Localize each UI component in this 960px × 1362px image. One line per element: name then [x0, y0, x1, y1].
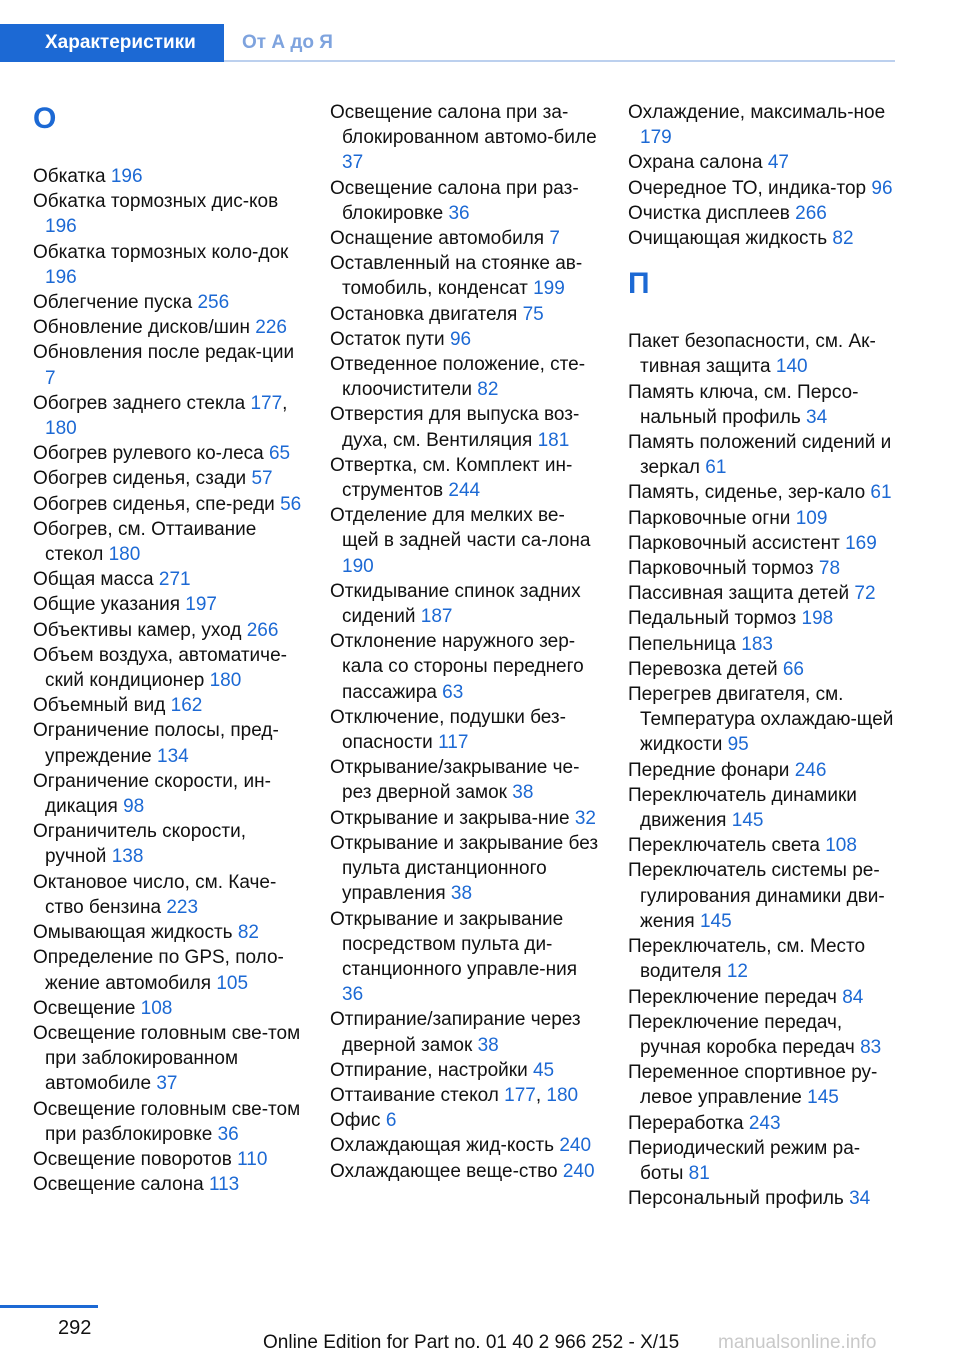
page-reference-link[interactable]: 36	[217, 1123, 239, 1145]
index-entry	[628, 758, 898, 783]
index-entry-term: Память, сиденье, зер-кало	[628, 482, 866, 504]
index-entry-term: Переключатель динамики движения	[628, 784, 857, 832]
index-entry-term: Парковочные огни	[628, 507, 791, 529]
page-reference-link[interactable]: 177	[504, 1084, 536, 1106]
page-reference-link[interactable]: 36	[342, 984, 364, 1006]
index-entry-term: Обновления после редак-ции	[33, 342, 295, 364]
tab-divider-line	[224, 60, 895, 62]
index-entry	[628, 480, 898, 505]
watermark-text: manualsonline.info	[718, 1332, 877, 1353]
index-entry	[330, 831, 600, 907]
page-reference-link[interactable]: 38	[450, 883, 473, 905]
index-entry	[330, 806, 600, 831]
index-entry-term: Освещение салона при за-блокированном автомо-биле	[330, 102, 597, 149]
index-entry-term: Отпирание, настройки	[330, 1059, 528, 1081]
page-reference-link[interactable]: 256	[197, 292, 230, 314]
index-entry-term: Ограничитель скорости, ручной	[33, 821, 246, 868]
index-entry-term: Освещение салона	[33, 1174, 204, 1196]
page-reference-link[interactable]: 196	[110, 166, 143, 187]
index-entry-term: Оттаивание стекол	[330, 1084, 499, 1106]
index-entry	[33, 340, 303, 390]
index-entry-term: Переключение передач, ручная коробка передач	[628, 1011, 855, 1058]
index-entry-term: Омывающая жидкость	[33, 922, 233, 944]
index-entry	[330, 705, 600, 755]
index-column-2	[330, 100, 600, 1184]
index-entry-term: Перевозка детей	[628, 658, 778, 680]
page-reference-link[interactable]: 244	[448, 480, 481, 502]
index-entry-term: Обкатка	[33, 166, 106, 187]
index-entry-term: Обновление дисков/шин	[33, 317, 250, 339]
page-reference-link[interactable]: 183	[741, 633, 773, 655]
page-reference-link[interactable]: 271	[158, 569, 191, 591]
index-entry	[330, 453, 600, 503]
index-entry-term: Освещение поворотов	[33, 1148, 232, 1170]
index-entry-term: Ограничение скорости, ин-дикация	[33, 770, 271, 818]
index-entry	[33, 592, 303, 617]
index-entry-term: Отделение для мелких ве-щей в задней части са-лона	[330, 505, 591, 552]
index-entry	[33, 945, 303, 995]
index-entry	[33, 996, 303, 1021]
page-reference-link[interactable]: 83	[860, 1036, 882, 1058]
edition-note: Online Edition for Part no. 01 40 2 966 252 - X/15	[263, 1332, 680, 1353]
page-reference-link[interactable]: 105	[216, 972, 249, 994]
page-reference-link[interactable]: 240	[559, 1135, 592, 1157]
index-entry-term: Отвертка, см. Комплект ин-струментов	[330, 454, 573, 502]
page-reference-link[interactable]: 82	[237, 922, 259, 944]
index-entry	[330, 1083, 600, 1108]
index-entry	[628, 226, 898, 251]
index-entry	[628, 150, 898, 175]
index-entry-term: Отверстия для выпуска воз-духа, см. Вентиляция	[330, 404, 580, 451]
index-entry	[33, 567, 303, 592]
page-reference-link[interactable]: 12	[726, 961, 748, 983]
page-reference-link[interactable]: 82	[477, 379, 499, 401]
index-entry-term: Объем воздуха, автоматиче-ский кондиционер	[33, 644, 287, 692]
page-reference-link[interactable]: 223	[166, 896, 199, 918]
page-reference-link[interactable]: 57	[251, 468, 273, 490]
index-entry-term: Обогрев рулевого ко-леса	[33, 443, 264, 465]
index-entry-term: Охлаждение, максималь-ное	[628, 102, 886, 123]
index-entry-term: Обогрев сиденья, спе-реди	[33, 493, 275, 515]
index-entry	[628, 1060, 898, 1110]
page-reference-link[interactable]: 61	[705, 457, 727, 479]
page-reference-link[interactable]: 7	[45, 367, 56, 389]
index-entry-term: Пепельница	[628, 633, 736, 655]
index-entry-term: Отключение, подушки без-опасности	[330, 706, 566, 754]
index-entry-term: Охрана салона	[628, 152, 763, 174]
page-reference-link[interactable]: 266	[246, 619, 279, 641]
page-reference-link[interactable]: 113	[208, 1174, 240, 1196]
index-entry-term: Обогрев сиденья, сзади	[33, 468, 247, 490]
index-entry-term: Определение по GPS, поло-жение автомобиля	[33, 947, 284, 994]
page-reference-link[interactable]: 36	[448, 202, 470, 224]
index-entry-term: Общая масса	[33, 569, 154, 591]
index-entry	[33, 819, 303, 869]
index-entry	[33, 164, 303, 189]
index-entry-term: Обкатка тормозных коло-док	[33, 241, 289, 263]
index-entry-term: Освещение головным све-том при заблокированном автомобиле	[33, 1022, 301, 1095]
index-entry	[33, 441, 303, 466]
index-entry	[33, 1021, 303, 1097]
page-reference-link[interactable]: 196	[45, 216, 77, 238]
page-reference-link[interactable]: 108	[825, 835, 857, 857]
index-entry	[33, 1147, 303, 1172]
page-reference-link[interactable]: 72	[854, 583, 876, 605]
index-entry-term: Пассивная защита детей	[628, 583, 850, 605]
index-entry-term: Парковочный тормоз	[628, 558, 814, 580]
page-reference-link[interactable]: 56	[280, 493, 302, 515]
page-reference-link[interactable]: 110	[237, 1148, 268, 1170]
index-entry	[33, 466, 303, 491]
index-entry-term: Парковочный ассистент	[628, 532, 840, 554]
index-entry	[33, 920, 303, 945]
page-reference-link[interactable]: 117	[438, 732, 469, 754]
page-reference-link[interactable]: 96	[449, 328, 472, 350]
index-entry	[330, 100, 600, 176]
page-reference-link[interactable]: 66	[782, 658, 804, 680]
page-reference-link[interactable]: 95	[727, 734, 749, 756]
index-entry-term: Отведенное положение, сте-клоочистители	[330, 354, 586, 401]
index-entry-term: Охлаждающее веще-ство	[330, 1160, 558, 1182]
page-reference-link[interactable]: 197	[185, 594, 217, 616]
page-reference-link[interactable]: 169	[845, 532, 877, 554]
index-entry	[628, 657, 898, 682]
index-entry	[628, 430, 898, 480]
index-letter-heading: О	[33, 102, 57, 135]
index-entry-term: Передние фонари	[628, 759, 790, 781]
page-number: 292	[58, 1317, 92, 1339]
index-entry-term: Освещение	[33, 997, 136, 1019]
index-entry	[330, 1108, 600, 1133]
index-entry	[330, 251, 600, 301]
index-entry-term: Откидывание спинок задних сидений	[330, 580, 581, 628]
page-reference-link[interactable]: 145	[731, 810, 764, 832]
index-entry	[628, 329, 898, 379]
index-entry-term: Очередное ТО, индика-тор	[628, 177, 867, 199]
index-entry	[628, 1186, 898, 1211]
page-reference-link[interactable]: 108	[140, 997, 173, 1019]
index-entry	[33, 718, 303, 768]
index-column-1	[33, 100, 303, 1197]
index-entry-term: Охлаждающая жид-кость	[330, 1135, 555, 1157]
index-entry	[33, 492, 303, 517]
index-entry	[33, 189, 303, 239]
index-entry-term: Переключатель системы ре-гулирования динамики дви-жения	[628, 860, 885, 932]
index-entry	[33, 391, 303, 441]
index-entry-term: Переработка	[628, 1112, 744, 1134]
index-entry-term: Открывание/закрывание че-рез дверной замок	[330, 757, 580, 804]
page-reference-link[interactable]: 84	[842, 986, 864, 1008]
index-entry	[33, 693, 303, 718]
page-reference-link[interactable]: 109	[795, 507, 828, 529]
index-entry-term: Открывание и закрывание без пульта дистанционного управления	[330, 832, 599, 905]
index-entry	[33, 290, 303, 315]
index-entry	[628, 934, 898, 984]
index-entry-term: Освещение салона при раз-блокировке	[330, 177, 579, 224]
index-entry-term: Обогрев, см. Оттаивание стекол	[33, 518, 257, 566]
page-reference-link[interactable]: 162	[170, 695, 203, 717]
index-entry-term: Память ключа, см. Персо-нальный профиль	[628, 381, 859, 428]
page-reference-link[interactable]: 78	[818, 558, 841, 580]
page-reference-link[interactable]: 138	[111, 846, 144, 868]
page-reference-link[interactable]: 140	[775, 356, 808, 378]
index-entry	[33, 517, 303, 567]
index-entry	[628, 176, 898, 201]
page-reference-link[interactable]: 45	[532, 1059, 555, 1081]
page-reference-link[interactable]: 75	[522, 303, 544, 325]
index-entry	[33, 1172, 303, 1197]
index-entry-term: Общие указания	[33, 594, 181, 616]
index-entry	[628, 380, 898, 430]
index-entry-term: Персональный профиль	[628, 1188, 844, 1210]
index-entry-term: Офис	[330, 1110, 381, 1132]
page-reference-link[interactable]: 98	[123, 796, 145, 818]
page-separator: ,	[282, 392, 288, 414]
index-entry	[628, 833, 898, 858]
index-entry-term: Ограничение полосы, пред-упреждение	[33, 720, 279, 767]
index-entry-term: Память положений сидений и зеркал	[628, 432, 892, 479]
page-reference-link[interactable]: 196	[45, 266, 77, 288]
page-reference-link[interactable]: 179	[640, 127, 672, 149]
page-reference-link[interactable]: 32	[574, 807, 596, 829]
index-entry-term: Переключатель света	[628, 835, 820, 857]
index-entry	[33, 1097, 303, 1147]
page-reference-link[interactable]: 180	[209, 670, 242, 692]
index-entry-term: Оставленный на стоянке ав-томобиль, конденсат	[330, 253, 583, 300]
index-entry-term: Отклонение наружного зер-кала со стороны переднего пассажира	[330, 631, 584, 703]
page-reference-link[interactable]: 180	[546, 1084, 579, 1106]
index-entry-term: Педальный тормоз	[628, 608, 797, 630]
index-entry-term: Октановое число, см. Каче-ство бензина	[33, 871, 277, 918]
index-entry	[628, 100, 898, 150]
page-reference-link[interactable]: 266	[795, 202, 827, 224]
index-entry-term: Переключение передач	[628, 986, 837, 1008]
index-entry	[628, 581, 898, 606]
page-reference-link[interactable]: 37	[342, 152, 364, 174]
index-entry	[628, 506, 898, 531]
tab-characteristics[interactable]: Характеристики	[0, 24, 224, 62]
index-entry	[628, 201, 898, 226]
page-separator: ,	[535, 1084, 542, 1106]
index-entry	[628, 606, 898, 631]
index-entry-term: Остановка двигателя	[330, 303, 518, 325]
index-entry	[330, 1159, 600, 1184]
index-entry	[330, 629, 600, 705]
index-entry	[33, 769, 303, 819]
index-entry	[33, 643, 303, 693]
index-entry-term: Освещение головным све-том при разблокировке	[33, 1098, 301, 1145]
page-reference-link[interactable]: 63	[442, 681, 464, 703]
index-entry-term: Объемный вид	[33, 695, 166, 717]
page-reference-link[interactable]: 82	[832, 228, 854, 250]
index-entry	[628, 1136, 898, 1186]
index-entry	[33, 870, 303, 920]
page-reference-link[interactable]: 65	[268, 443, 291, 465]
footer-accent-line	[0, 1305, 98, 1308]
index-entry-term: Переключатель, см. Место водителя	[628, 936, 866, 983]
page-reference-link[interactable]: 38	[512, 782, 534, 804]
index-entry	[330, 1058, 600, 1083]
index-entry	[628, 682, 898, 758]
page-reference-link[interactable]: 6	[385, 1110, 397, 1132]
page-reference-link[interactable]: 61	[870, 482, 892, 504]
page-reference-link[interactable]: 47	[767, 152, 789, 174]
index-entry	[628, 1010, 898, 1060]
index-entry-term: Обкатка тормозных дис-ков	[33, 191, 279, 213]
index-entry	[33, 618, 303, 643]
index-entry	[33, 315, 303, 340]
index-entry-term: Оснащение автомобиля	[330, 228, 545, 250]
index-entry	[628, 556, 898, 581]
index-entry	[330, 176, 600, 226]
page-reference-link[interactable]: 246	[794, 759, 827, 781]
page-reference-link[interactable]: 199	[533, 278, 565, 300]
index-entry-term: Периодический режим ра-боты	[628, 1137, 861, 1184]
page-reference-link[interactable]: 81	[688, 1162, 710, 1184]
page-reference-link[interactable]: 145	[807, 1087, 839, 1109]
index-entry	[330, 907, 600, 1008]
index-entry	[628, 1111, 898, 1136]
page-reference-link[interactable]: 145	[699, 910, 732, 932]
page-reference-link[interactable]: 240	[562, 1160, 595, 1182]
tab-a-to-z[interactable]: От А до Я	[242, 32, 333, 53]
page-reference-link[interactable]: 134	[157, 745, 189, 767]
index-entry	[330, 503, 600, 579]
index-entry	[330, 302, 600, 327]
index-entry	[330, 579, 600, 629]
page-reference-link[interactable]: 243	[748, 1112, 781, 1134]
index-entry-term: Отпирание/запирание через дверной замок	[330, 1009, 581, 1056]
page-reference-link[interactable]: 226	[255, 317, 287, 339]
page-reference-link[interactable]: 38	[477, 1034, 499, 1056]
index-entry-term: Остаток пути	[330, 328, 445, 350]
index-entry-term: Перегрев двигателя, см. Температура охлаждаю-щей жидкости	[628, 684, 894, 756]
page-reference-link[interactable]: 177	[250, 392, 283, 414]
index-entry	[628, 858, 898, 934]
index-column-3	[628, 100, 898, 1211]
index-entry-term: Очистка дисплеев	[628, 202, 790, 224]
index-entry	[330, 327, 600, 352]
page-reference-link[interactable]: 181	[537, 429, 570, 451]
index-entry	[33, 240, 303, 290]
header-tabs	[0, 24, 895, 62]
page-reference-link[interactable]: 198	[801, 608, 834, 630]
index-entry	[330, 352, 600, 402]
index-entry-term: Обогрев заднего стекла	[33, 392, 246, 414]
index-entry-term: Открывание и закрывание посредством пульта ди-станционного управле-ния	[330, 908, 577, 980]
page-reference-link[interactable]: 7	[549, 228, 560, 250]
page-reference-link[interactable]: 190	[342, 555, 374, 577]
index-entry	[330, 226, 600, 251]
index-entry-term: Облегчение пуска	[33, 292, 193, 314]
index-entry-term: Очищающая жидкость	[628, 228, 828, 250]
index-entry-term: Пакет безопасности, см. Ак-тивная защита	[628, 331, 876, 378]
index-entry	[330, 1007, 600, 1057]
page-reference-link[interactable]: 180	[108, 544, 141, 566]
index-entry	[628, 783, 898, 833]
page-reference-link[interactable]: 34	[849, 1188, 871, 1210]
index-entry	[330, 755, 600, 805]
index-entry-term: Переменное спортивное ру-левое управление	[628, 1062, 878, 1109]
index-entry	[628, 985, 898, 1010]
page-reference-link[interactable]: 96	[871, 177, 893, 199]
page-reference-link[interactable]: 34	[806, 406, 828, 428]
index-entry	[628, 632, 898, 657]
page-reference-link[interactable]: 37	[156, 1073, 178, 1095]
index-entry	[330, 1133, 600, 1158]
page-reference-link[interactable]: 180	[45, 418, 77, 440]
page-reference-link[interactable]: 187	[420, 606, 453, 628]
index-entry-term: Объективы камер, уход	[33, 619, 242, 641]
index-letter-heading: П	[628, 267, 650, 301]
index-entry-term: Открывание и закрыва-ние	[330, 807, 570, 829]
index-entry	[628, 531, 898, 556]
index-entry	[330, 402, 600, 452]
